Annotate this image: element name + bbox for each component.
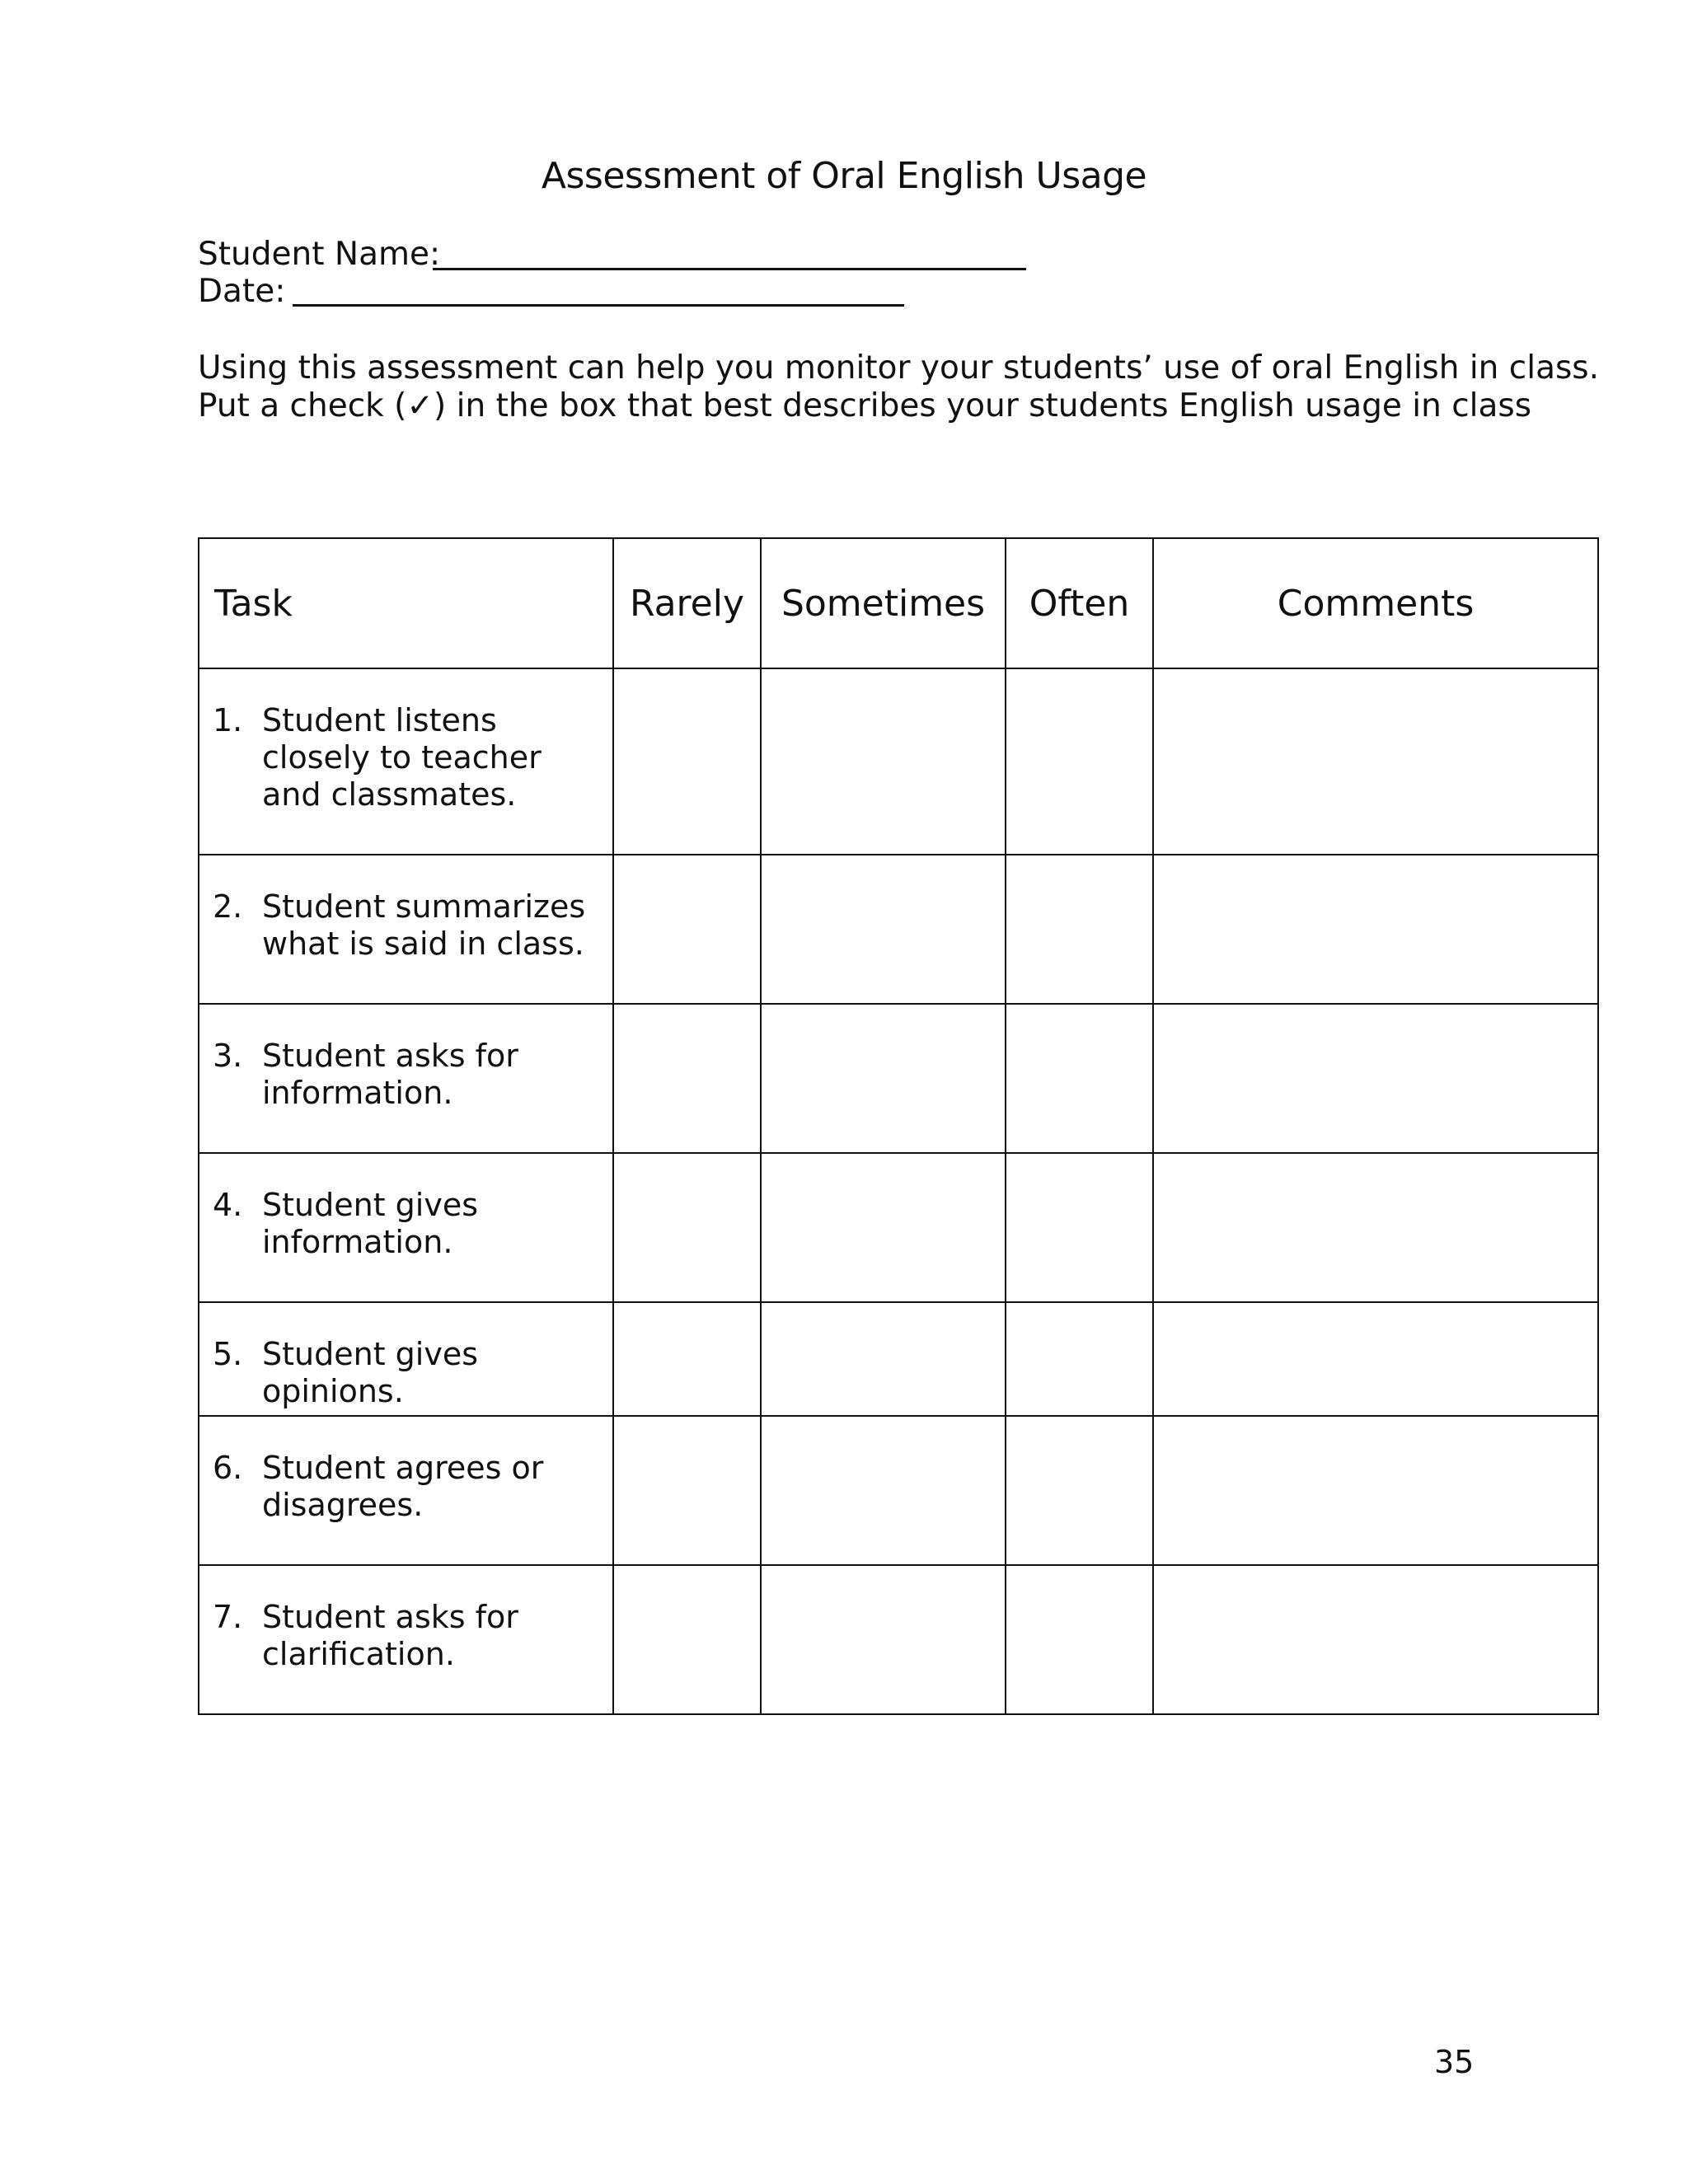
rarely-checkbox-cell[interactable] (613, 1302, 761, 1416)
sometimes-checkbox-cell[interactable] (761, 1153, 1006, 1302)
header-often: Often (1006, 538, 1153, 668)
student-name-label: Student Name: (198, 236, 441, 273)
sometimes-checkbox-cell[interactable] (761, 668, 1006, 855)
rarely-checkbox-cell[interactable] (613, 855, 761, 1004)
sometimes-checkbox-cell[interactable] (761, 855, 1006, 1004)
often-checkbox-cell[interactable] (1006, 1302, 1153, 1416)
table-row (199, 1565, 1598, 1714)
instructions-line-2: Put a check (✓) in the box that best describes your students English usage in class (198, 387, 1532, 424)
header-rarely: Rarely (613, 538, 761, 668)
task-cell (199, 1565, 613, 1714)
comments-cell[interactable] (1153, 668, 1598, 855)
sometimes-checkbox-cell[interactable] (761, 1416, 1006, 1565)
often-checkbox-cell[interactable] (1006, 1153, 1153, 1302)
rarely-checkbox-cell[interactable] (613, 1565, 761, 1714)
sometimes-checkbox-cell[interactable] (761, 1565, 1006, 1714)
comments-cell[interactable] (1153, 1004, 1598, 1153)
comments-cell[interactable] (1153, 1416, 1598, 1565)
comments-cell[interactable] (1153, 1302, 1598, 1416)
header-sometimes: Sometimes (761, 538, 1006, 668)
table-row (199, 668, 1598, 855)
task-number: 3. (213, 1038, 243, 1074)
task-number: 2. (213, 888, 243, 925)
comments-cell[interactable] (1153, 1565, 1598, 1714)
comments-cell[interactable] (1153, 1153, 1598, 1302)
task-cell (199, 1153, 613, 1302)
assessment-table (198, 537, 1599, 1715)
task-cell (199, 1004, 613, 1153)
task-text: Student summarizes what is said in class. (262, 888, 586, 962)
task-number: 4. (213, 1187, 243, 1223)
sometimes-checkbox-cell[interactable] (761, 1004, 1006, 1153)
task-cell (199, 668, 613, 855)
task-cell (199, 855, 613, 1004)
table-row (199, 855, 1598, 1004)
task-text: Student agrees or disagrees. (262, 1450, 544, 1523)
date-label: Date: (198, 273, 286, 310)
header-comments: Comments (1153, 538, 1598, 668)
rarely-checkbox-cell[interactable] (613, 1416, 761, 1565)
table-header-row (199, 538, 1598, 668)
rarely-checkbox-cell[interactable] (613, 1153, 761, 1302)
instructions (198, 349, 1599, 425)
task-number: 7. (213, 1599, 243, 1635)
task-text: Student asks for clarification. (262, 1599, 518, 1672)
table-row (199, 1004, 1598, 1153)
instructions-line-1: Using this assessment can help you monitor your students’ use of oral English in class. (198, 349, 1600, 387)
table-row (199, 1302, 1598, 1416)
table-row (199, 1416, 1598, 1565)
often-checkbox-cell[interactable] (1006, 1565, 1153, 1714)
task-text: Student asks for information. (262, 1038, 518, 1111)
task-cell (199, 1416, 613, 1565)
task-text: Student gives opinions. (262, 1336, 479, 1409)
often-checkbox-cell[interactable] (1006, 855, 1153, 1004)
table-row (199, 1153, 1598, 1302)
task-text: Student gives information. (262, 1187, 479, 1260)
rarely-checkbox-cell[interactable] (613, 668, 761, 855)
task-text: Student listens closely to teacher and classmates. (262, 702, 542, 813)
page-title: Assessment of Oral English Usage (541, 155, 1147, 197)
often-checkbox-cell[interactable] (1006, 1416, 1153, 1565)
student-name-field[interactable] (433, 268, 1026, 270)
sometimes-checkbox-cell[interactable] (761, 1302, 1006, 1416)
often-checkbox-cell[interactable] (1006, 1004, 1153, 1153)
date-field[interactable] (293, 304, 904, 307)
comments-cell[interactable] (1153, 855, 1598, 1004)
task-cell (199, 1302, 613, 1416)
task-number: 6. (213, 1450, 243, 1486)
header-task: Task (199, 538, 613, 668)
rarely-checkbox-cell[interactable] (613, 1004, 761, 1153)
task-number: 1. (213, 702, 243, 738)
often-checkbox-cell[interactable] (1006, 668, 1153, 855)
task-number: 5. (213, 1336, 243, 1372)
page-number: 35 (1434, 2044, 1475, 2080)
